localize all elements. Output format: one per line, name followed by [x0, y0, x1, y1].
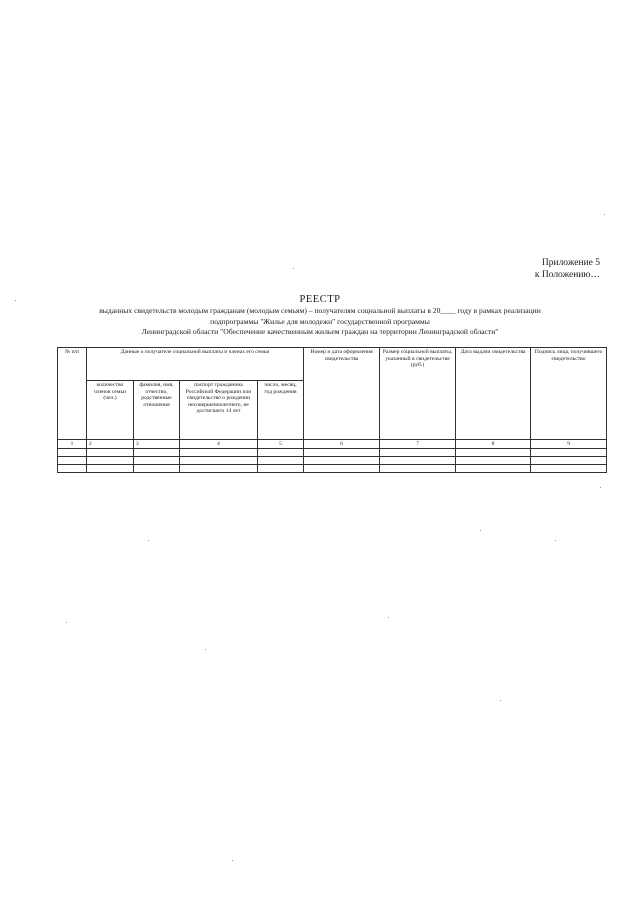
- subtitle-line-1: выданных свидетельств молодым гражданам (молодым семьям) – получателям социальной выплаты в 20____ году в рамках реализации: [99, 306, 541, 315]
- table-row: [58, 465, 607, 473]
- scan-speck: [148, 540, 149, 541]
- table-cell: [456, 465, 531, 473]
- subheader-full-name: фамилия, имя, отчество, родственные отношения: [134, 381, 180, 440]
- scan-speck: [480, 530, 481, 531]
- table-cell: [380, 465, 456, 473]
- header-num: № п/п: [58, 348, 87, 440]
- subtitle-line-2: подпрограммы "Жилье для молодежи" государственной программы: [210, 316, 430, 326]
- table-row: [58, 457, 607, 465]
- table-cell: [456, 457, 531, 465]
- table-cell: [87, 449, 134, 457]
- table-cell: [531, 465, 607, 473]
- scan-speck: [15, 300, 16, 301]
- appendix-line-1: Приложение 5: [541, 258, 600, 268]
- scan-speck: [66, 622, 67, 623]
- table-cell: [87, 465, 134, 473]
- table-cell: [304, 465, 380, 473]
- scan-speck: [232, 860, 233, 861]
- table-cell: [87, 457, 134, 465]
- scan-speck: [205, 649, 206, 650]
- document-subtitle: [40, 306, 600, 338]
- header-cert-number-date: Номер и дата оформления свидетельства: [304, 348, 380, 440]
- appendix-line-2: к Положению…: [534, 270, 600, 280]
- table-cell: [258, 457, 304, 465]
- column-number: 1: [58, 440, 87, 449]
- table-cell: [304, 449, 380, 457]
- column-number: 8: [456, 440, 531, 449]
- scan-speck: [604, 214, 605, 215]
- scan-speck: [555, 540, 556, 541]
- table-cell: [180, 465, 258, 473]
- column-number: 5: [258, 440, 304, 449]
- table-cell: [58, 465, 87, 473]
- scan-speck: [388, 617, 389, 618]
- table-cell: [134, 449, 180, 457]
- appendix-note: [535, 257, 600, 281]
- document-title: РЕЕСТР: [299, 294, 341, 305]
- header-payment-size: Размер социальной выплаты, указанный в свидетельстве (руб.): [380, 348, 456, 440]
- header-family-data: Данные о получателе социальной выплаты и членах его семьи: [87, 348, 304, 381]
- table-cell: [380, 449, 456, 457]
- column-number: 9: [531, 440, 607, 449]
- scan-speck: [293, 268, 294, 269]
- table-cell: [180, 457, 258, 465]
- subheader-birth-date: число, месяц, год рождения: [258, 381, 304, 440]
- table-cell: [456, 449, 531, 457]
- column-number: 4: [180, 440, 258, 449]
- scan-speck: [500, 700, 501, 701]
- table-cell: [531, 457, 607, 465]
- scan-speck: [600, 487, 601, 488]
- column-number: 2: [87, 440, 134, 449]
- subtitle-line-3: Ленинградской области "Обеспечение качественным жильем граждан на территории Ленинградской области": [141, 327, 499, 336]
- registry-table: [57, 347, 607, 473]
- table-cell: [304, 457, 380, 465]
- table-cell: [380, 457, 456, 465]
- subheader-members-count: количество членов семьи (чел.): [87, 381, 134, 440]
- column-number: 6: [304, 440, 380, 449]
- table-cell: [134, 457, 180, 465]
- table-cell: [531, 449, 607, 457]
- table-cell: [180, 449, 258, 457]
- header-signature: Подпись лица, получившего свидетельство: [531, 348, 607, 440]
- table-cell: [58, 449, 87, 457]
- column-number: 3: [134, 440, 180, 449]
- table-cell: [134, 465, 180, 473]
- column-number: 7: [380, 440, 456, 449]
- header-issue-date: Дата выдачи свидетельства: [456, 348, 531, 440]
- table-cell: [258, 465, 304, 473]
- table-cell: [58, 457, 87, 465]
- table-cell: [258, 449, 304, 457]
- column-number-row: [58, 440, 607, 449]
- subheader-passport: паспорт гражданина Российской Федерации или свидетельство о рождении несовершеннолетнего, не достигшего 14 лет: [180, 381, 258, 440]
- header-row: [58, 348, 607, 381]
- table-row: [58, 449, 607, 457]
